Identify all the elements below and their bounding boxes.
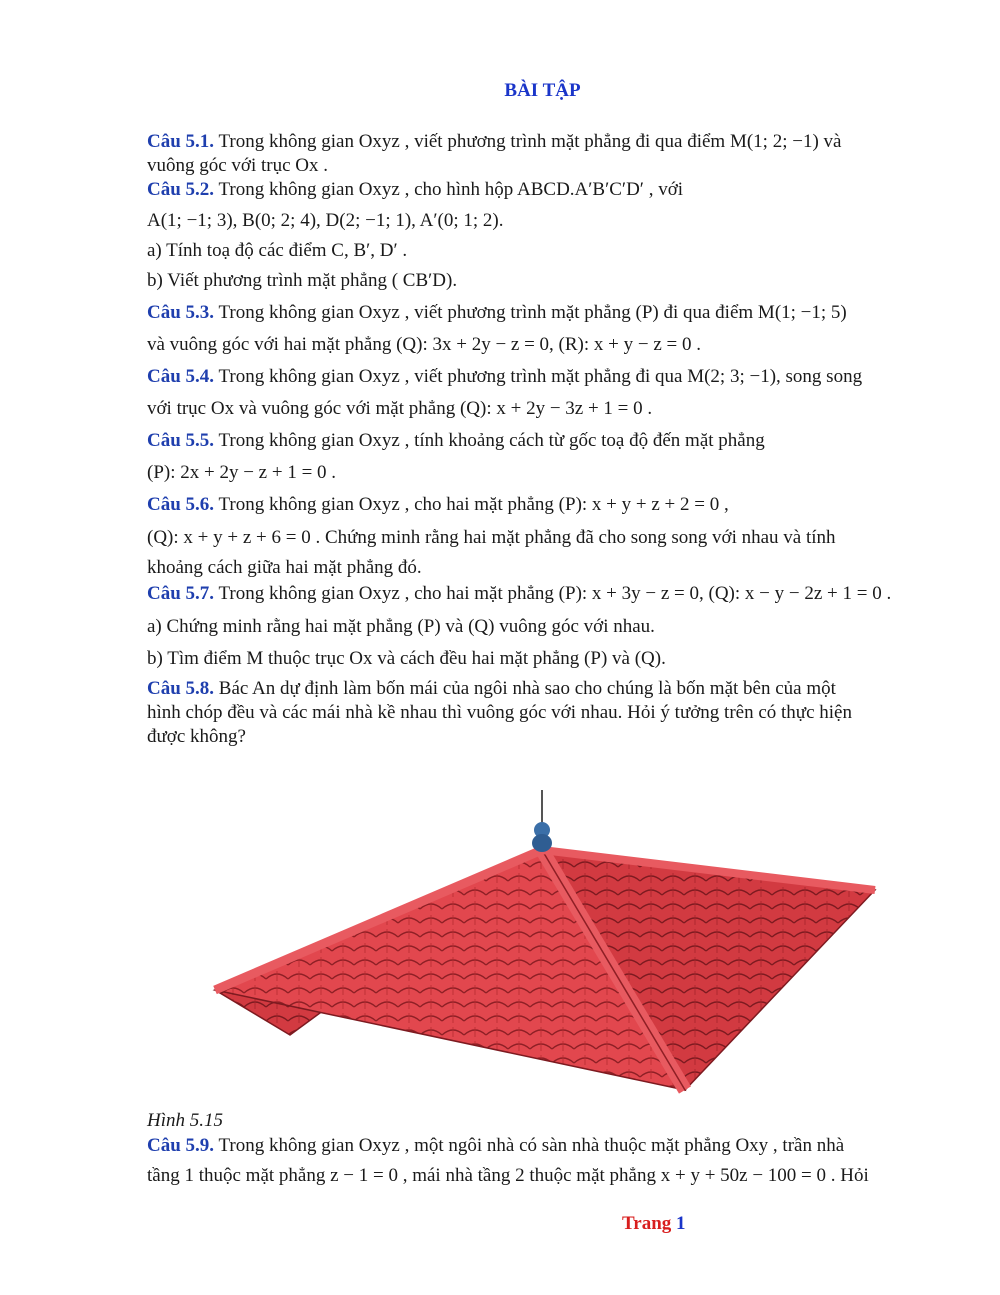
questions <box>147 130 947 749</box>
question-text: tầng 1 thuộc mặt phẳng z − 1 = 0 , mái nhà tầng 2 thuộc mặt phẳng x + y + 50z − 100 = 0 . Hỏi <box>147 1165 869 1186</box>
question-text: khoảng cách giữa hai mặt phẳng đó. <box>147 557 422 578</box>
question-5-8 <box>147 677 947 749</box>
question-label: Câu 5.7. <box>147 583 215 604</box>
question-text: Trong không gian Oxyz , cho hình hộp ABCD.A′B′C′D′ , với <box>218 179 684 200</box>
question-text: b) Tìm điểm M thuộc trục Ox và cách đều hai mặt phẳng (P) và (Q). <box>147 648 666 669</box>
question-label: Câu 5.6. <box>147 494 215 515</box>
question-label: Câu 5.1. <box>147 131 215 152</box>
question-text: Bác An dự định làm bốn mái của ngôi nhà sao cho chúng là bốn mặt bên của một <box>218 678 836 699</box>
question-text: với trục Ox và vuông góc với mặt phẳng (Q): x + 2y − 3z + 1 = 0 . <box>147 398 653 419</box>
question-5-7 <box>147 582 947 671</box>
question-text: và vuông góc với hai mặt phẳng (Q): 3x + 2y − z = 0, (R): x + y − z = 0 . <box>147 334 701 355</box>
footer-word: Trang <box>622 1213 672 1234</box>
question-text: được không? <box>147 726 246 747</box>
question-text: (Q): x + y + z + 6 = 0 . Chứng minh rằng hai mặt phẳng đã cho song song với nhau và tính <box>147 527 836 548</box>
question-label: Câu 5.8. <box>147 678 215 699</box>
figure-caption: Hình 5.15 <box>147 1110 223 1131</box>
question-text: Trong không gian Oxyz , cho hai mặt phẳng (P): x + y + z + 2 = 0 , <box>218 494 729 515</box>
question-label: Câu 5.2. <box>147 179 215 200</box>
question-5-2 <box>147 178 947 293</box>
question-text: Trong không gian Oxyz , tính khoảng cách từ gốc toạ độ đến mặt phẳng <box>218 430 765 451</box>
question-text: A(1; −1; 3), B(0; 2; 4), D(2; −1; 1), A′(0; 1; 2). <box>147 210 504 231</box>
roof-illustration <box>200 785 900 1105</box>
question-5-1 <box>147 130 947 178</box>
question-text: (P): 2x + 2y − z + 1 = 0 . <box>147 462 337 483</box>
question-5-9 <box>147 1133 947 1189</box>
question-text: Trong không gian Oxyz , viết phương trình mặt phẳng (P) đi qua điểm M(1; −1; 5) <box>218 302 847 323</box>
question-5-3 <box>147 301 947 357</box>
question-text: Trong không gian Oxyz , viết phương trình mặt phẳng đi qua điểm M(1; 2; −1) và <box>218 131 842 152</box>
question-text: Trong không gian Oxyz , viết phương trình mặt phẳng đi qua M(2; 3; −1), song song <box>218 366 863 387</box>
question-text: b) Viết phương trình mặt phẳng ( CB′D). <box>147 270 458 291</box>
page-title: BÀI TẬP <box>504 80 581 101</box>
question-label: Câu 5.9. <box>147 1135 215 1156</box>
question-label: Câu 5.5. <box>147 430 215 451</box>
question-5-4 <box>147 365 947 421</box>
question-text: vuông góc với trục Ox . <box>147 155 329 176</box>
question-5-6 <box>147 493 947 580</box>
question-text: hình chóp đều và các mái nhà kề nhau thì vuông góc với nhau. Hỏi ý tưởng trên có thực hiện <box>147 702 852 723</box>
page-number: 1 <box>676 1213 686 1234</box>
question-text: Trong không gian Oxyz , một ngôi nhà có sàn nhà thuộc mặt phẳng Oxy , trần nhà <box>218 1135 845 1156</box>
question-label: Câu 5.4. <box>147 366 215 387</box>
question-text: a) Tính toạ độ các điểm C, B′, D′ . <box>147 240 408 261</box>
question-text: a) Chứng minh rằng hai mặt phẳng (P) và (Q) vuông góc với nhau. <box>147 616 655 637</box>
question-label: Câu 5.3. <box>147 302 215 323</box>
page-footer <box>622 1213 686 1235</box>
question-5-5 <box>147 429 947 485</box>
question-text: Trong không gian Oxyz , cho hai mặt phẳng (P): x + 3y − z = 0, (Q): x − y − 2z + 1 = 0 . <box>218 583 892 604</box>
